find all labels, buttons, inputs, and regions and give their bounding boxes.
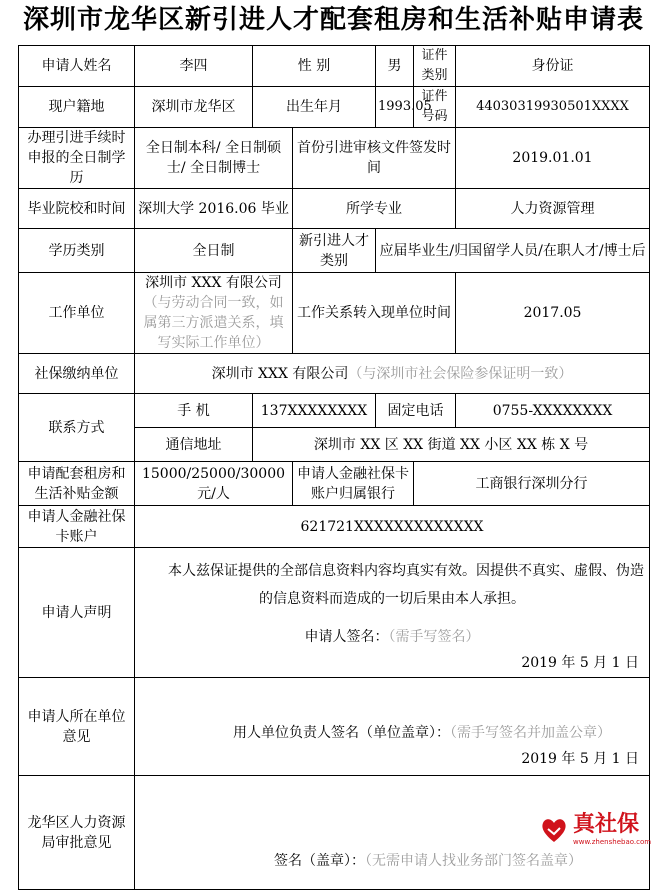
label-mobile: 手 机 [135,394,253,428]
label-birth: 出生年月 [253,87,376,128]
label-education: 办理引进手续时申报的全日制学历 [19,128,135,189]
watermark-brand: 真社保 [573,812,640,837]
field-account[interactable]: 621721XXXXXXXXXXXXX [135,506,650,548]
field-birth[interactable]: 1993.05 [376,87,414,128]
label-transfer-date: 工作关系转入现单位时间 [293,273,456,354]
field-school[interactable]: 深圳大学 2016.06 毕业 [135,189,293,229]
bureau-signature-line [137,851,647,871]
field-address[interactable]: 深圳市 XX 区 XX 街道 XX 小区 XX 栋 X 号 [253,428,650,462]
insurance-note: （与深圳市社会保险参保证明一致） [348,365,573,382]
form-row-domicile [19,87,650,128]
bureau-sign-label: 签名（盖章）： [274,853,365,869]
form-row-contact-phone [19,394,650,428]
label-contact: 联系方式 [19,394,135,462]
handshake-heart-icon [539,815,569,845]
applicant-signature-line[interactable] [137,627,647,647]
field-insurance-unit[interactable] [135,354,650,394]
label-school: 毕业院校和时间 [19,189,135,229]
label-talent-type: 新引进人才类别 [293,229,376,273]
field-major[interactable]: 人力资源管理 [456,189,650,229]
label-declaration: 申请人声明 [19,548,135,678]
label-domicile: 现户籍地 [19,87,135,128]
declaration-text: 本人兹保证提供的全部信息资料内容均真实有效。因提供不真实、虚假、伪造的信息资料而造成的一切后果由本人承担。 [168,562,644,607]
applicant-sign-label: 申请人签名： [304,628,389,645]
unit-opinion-body[interactable] [135,678,650,776]
unit-opinion-date: 2019 年 5 月 1 日 [521,751,640,767]
field-mobile[interactable]: 137XXXXXXXX [253,394,376,428]
field-talent-type[interactable]: 应届毕业生/归国留学人员/在职人才/博士后 [376,229,650,273]
field-id-type[interactable]: 身份证 [456,46,650,87]
field-domicile[interactable]: 深圳市龙华区 [135,87,253,128]
unit-signature-line [137,723,647,743]
form-row-school [19,189,650,229]
field-education[interactable]: 全日制本科/ 全日制硕士/ 全日制博士 [135,128,293,189]
bureau-sign-note: （无需申请人找业务部门签名盖章） [365,853,582,869]
declaration-body [135,548,650,678]
declaration-date: 2019 年 5 月 1 日 [521,654,640,671]
label-insurance-unit: 社保缴纳单位 [19,354,135,394]
label-degree-type: 学历类别 [19,229,135,273]
form-row-insurance [19,354,650,394]
unit-sign-label: 用人单位负责人签名（单位盖章）： [233,725,450,741]
field-subsidy-amount[interactable]: 15000/25000/30000 元/人 [135,462,293,506]
watermark-logo [539,811,659,851]
label-employer: 工作单位 [19,273,135,354]
form-row-declaration [19,548,650,678]
field-transfer-date[interactable]: 2017.05 [456,273,650,354]
form-row-degree-type [19,229,650,273]
field-gender[interactable]: 男 [376,46,414,87]
form-row-unit-opinion [19,678,650,776]
label-major: 所学专业 [293,189,456,229]
label-bank: 申请人金融社保卡账户归属银行 [293,462,414,506]
field-landline[interactable]: 0755-XXXXXXXX [456,394,650,428]
field-degree-type[interactable]: 全日制 [135,229,293,273]
form-row-subsidy [19,462,650,506]
field-employer[interactable] [135,273,293,354]
label-id-number: 证件号码 [414,87,456,128]
applicant-sign-note: （需手写签名） [388,628,480,645]
insurance-value: 深圳市 XXX 有限公司 [211,365,349,382]
label-address: 通信地址 [135,428,253,462]
form-row-account [19,506,650,548]
field-applicant-name[interactable]: 李四 [135,46,253,87]
form-row-employer [19,273,650,354]
label-id-type: 证件类别 [414,46,456,87]
label-subsidy-amount: 申请配套租房和生活补贴金额 [19,462,135,506]
label-bureau-opinion: 龙华区人力资源局审批意见 [19,776,135,890]
label-first-doc-date: 首份引进审核文件签发时间 [293,128,456,189]
label-gender: 性 别 [253,46,376,87]
employer-value: 深圳市 XXX 有限公司 [145,275,282,291]
unit-sign-note: （需手写签名并加盖公章） [450,725,611,741]
field-bank[interactable]: 工商银行深圳分行 [414,462,650,506]
label-unit-opinion: 申请人所在单位意见 [19,678,135,776]
label-account: 申请人金融社保卡账户 [19,506,135,548]
field-first-doc-date[interactable]: 2019.01.01 [456,128,650,189]
watermark-site: www.zhenshebao.com [573,838,652,846]
form-row-name [19,46,650,87]
employer-note: （与劳动合同一致，如属第三方派遣关系，填写实际工作单位） [143,295,284,351]
application-form-table [18,45,650,890]
field-id-number[interactable]: 44030319930501XXXX [456,87,650,128]
label-applicant-name: 申请人姓名 [19,46,135,87]
form-row-education [19,128,650,189]
label-landline: 固定电话 [376,394,456,428]
form-title: 深圳市龙华区新引进人才配套租房和生活补贴申请表 [22,5,644,35]
